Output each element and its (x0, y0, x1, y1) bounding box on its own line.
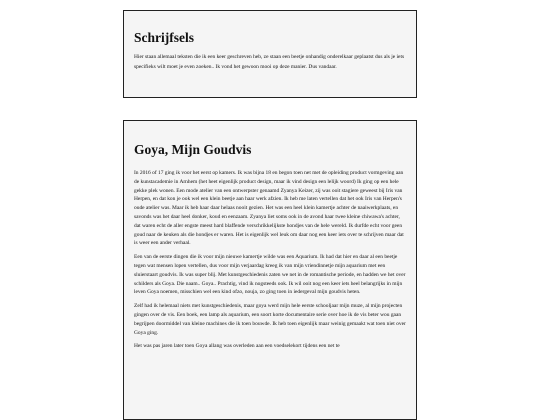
post-paragraph: In 2016 of 17 ging ik voor het eerst op kamers. Ik was bijna 18 en begon toen net met de opleiding product vormgeving aan de kunstacademie in Arnhem (het heet eigenlijk product design, maar ik vind design een lelijk woord) Ik ging op een hele gekke plek wonen. Een mode atelier van een ontwerpster genaamd Zyanya Keizer, zij was ooit stagiere geweest bij Iris van Herpen, en dat kon je ook wel een klein beetje aan haar werk afzien. Ik heb me laten vertellen dat het ook Iris van Herpen's oude atelier was. Maar ik heb haar daar helaas nooit gezien. Het was een heel klein kamertje achter de naaiwerkplaats, en savonds was het daar heel donker, koud en eenzaam. Zyanya liet soms ook in de avond haar twee kleine chiwawa's achter, dat waren echt de aller engste meest hard blaffende verschrikkelijkste hondjes van de hele wereld. Ik durfde echt voor geen goud naar de keuken als die hondjes er waren. Het is eigenlijk wel leuk om daar nog een keer iets over te schrijven maar dat is weer een ander verhaal. (134, 170, 404, 247)
post-title: Goya, Mijn Goudvis (134, 142, 252, 157)
intro-text: Hier staan allemaal teksten die ik een keer geschreven heb, ze staan een beetje onhandig onderelkaar geplaatst dus als je iets specifieks wilt moet je even zoeken.. Ik vond het gewoon mooi op deze manier. Dus vandaar. (134, 54, 405, 70)
post-paragraph: Het was pas jaren later toen Goya allang was overleden aan een voedselekort tijdens een net te (134, 343, 340, 350)
post-paragraph: Een van de eerste dingen die ik voor mijn nieuwe kamertje wilde was een Aquarium. Ik had dat hier en daar al een beetje tegen wat mensen lopen vertellen, dus voor mijn verjaardag kreeg ik van mijn vriendinnetje mijn aquarium met een sluierstaart goudvis. Ik was super blij. Met kunstgeschiedenis zaten we net in de romantische periode, en hadden we het over schilders als Goya. Die naam.. Goya.. Prachtig, vind ik nogsteeds ook. Ik wil ooit nog een keer iets heel belangrijks in mijn leven Goya noemen, misschien wel een kind ofzo, nouja, zo ging toen in iedergeval mijn goudvis heten. (134, 254, 406, 296)
intro-title: Schrijfsels (134, 30, 194, 45)
post-card (123, 120, 417, 420)
post-paragraph: Zelf had ik helemaal niets met kunstgeschiedenis, maar goya werd mijn hele eerste schooljaar mijn muze, al mijn projecten gingen over de vis. Een boek, een lamp als aquarium, een soort korte documentaire serie over hoe ik de vis beter wou gaan begrijpen doormiddel van kleine machines die ik toen bouwde. Ik heb toen eigenlijk maar weinig gemaakt wat toen niet over Goya ging. (134, 303, 406, 336)
intro-card (123, 10, 417, 98)
